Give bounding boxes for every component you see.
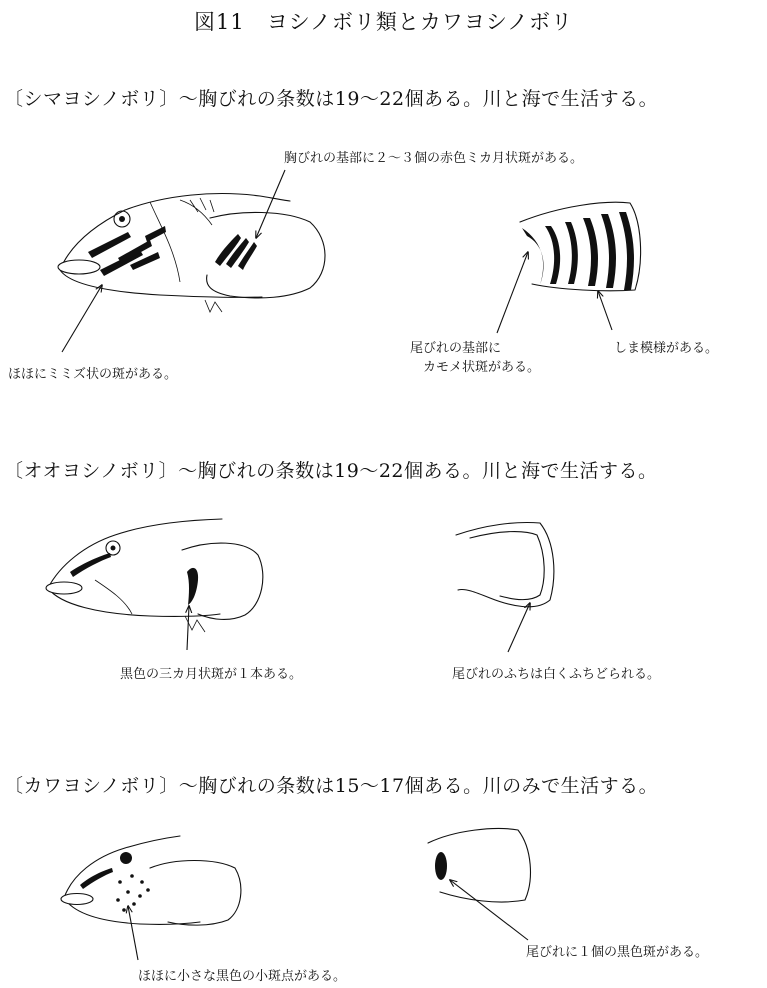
label-cheek-worm-spots: ほほにミミズ状の斑がある。 — [8, 367, 178, 382]
label-pectoral-crescent-spots: 胸びれの基部に２～３個の赤色ミカ月状斑がある。 — [284, 151, 584, 166]
oo-pectoral-black-crescent — [187, 568, 198, 605]
arrow-black-crescent — [187, 606, 189, 650]
kawa-tail-black-spot — [435, 852, 447, 880]
label-tail-black-spot: 尾びれに１個の黒色斑がある。 — [526, 945, 709, 960]
arrow-pectoral-spots — [256, 170, 285, 238]
label-tail-white-edge: 尾びれのふちは白くふちどられる。 — [452, 667, 661, 682]
heading-ooyoshinobori: 〔オオヨシノボリ〕～胸びれの条数は19～22個ある。川と海で生活する。 — [4, 460, 658, 482]
label-black-crescent-spot: 黒色の三カ月状斑が１本ある。 — [120, 667, 303, 682]
kawa-cheek-small-dots — [116, 874, 150, 912]
heading-shimayoshinobori: 〔シマヨシノボリ〕～胸びれの条数は19～22個ある。川と海で生活する。 — [4, 88, 659, 110]
arrow-tail-gull-mark — [497, 252, 528, 333]
shima-pectoral-crescent-spots — [215, 234, 257, 270]
figure-title: 図11 ヨシノボリ類とカワヨシノボリ — [193, 10, 574, 34]
arrow-tail-white-edge — [508, 603, 530, 652]
oo-fish-head — [46, 519, 263, 632]
heading-kawayoshinobori: 〔カワヨシノボリ〕～胸びれの条数は15～17個ある。川のみで生活する。 — [4, 775, 659, 797]
arrow-tail-stripes — [598, 291, 612, 330]
oo-tail-fin — [456, 523, 554, 607]
shima-tail-stripes — [565, 212, 634, 290]
arrow-tail-black-spot — [450, 880, 528, 940]
label-tail-stripes: しま模様がある。 — [614, 341, 719, 356]
label-tail-base-line2: カモメ状斑がある。 — [423, 360, 541, 375]
shima-tail-gull-mark — [522, 226, 560, 285]
kawa-fish-head — [61, 836, 241, 925]
label-tail-base-line1: 尾びれの基部に — [410, 341, 502, 356]
arrow-cheek-dots — [128, 906, 138, 960]
label-cheek-small-black-dots: ほほに小さな黒色の小斑点がある。 — [138, 969, 347, 984]
arrow-cheek-marks — [62, 285, 102, 352]
